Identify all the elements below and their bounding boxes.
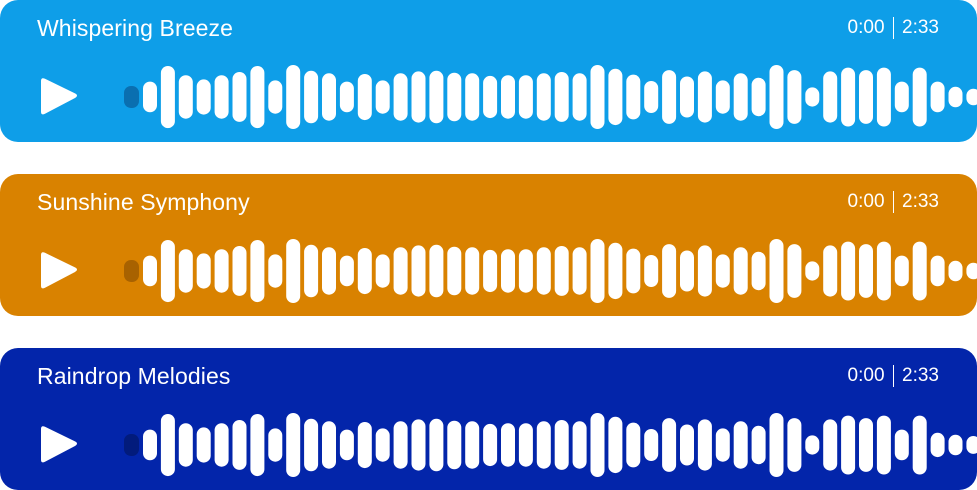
waveform-seek-area[interactable] xyxy=(122,236,937,308)
duration: 2:33 xyxy=(902,191,939,212)
waveform-bar xyxy=(966,436,977,454)
current-time: 0:00 xyxy=(847,191,885,212)
track-title: Sunshine Symphony xyxy=(37,189,250,215)
duration: 2:33 xyxy=(902,365,939,386)
current-time: 0:00 xyxy=(847,17,885,38)
play-button[interactable] xyxy=(36,75,80,119)
waveform-bar xyxy=(949,87,963,108)
time-display xyxy=(848,16,939,40)
time-display xyxy=(848,364,939,388)
audio-player xyxy=(0,174,977,316)
waveform-bar xyxy=(949,261,963,282)
track-title: Whispering Breeze xyxy=(37,15,234,41)
current-time: 0:00 xyxy=(847,365,885,386)
play-button[interactable] xyxy=(36,249,80,293)
time-separator xyxy=(893,191,895,213)
duration: 2:33 xyxy=(902,17,939,38)
time-display xyxy=(848,190,939,214)
play-icon xyxy=(36,423,80,467)
play-icon xyxy=(36,249,80,293)
time-separator xyxy=(893,17,895,39)
track-title: Raindrop Melodies xyxy=(37,363,231,389)
waveform-bar xyxy=(966,89,977,106)
play-button[interactable] xyxy=(36,423,80,467)
waveform-bar xyxy=(966,263,977,280)
audio-player xyxy=(0,348,977,490)
waveform-seek-area[interactable] xyxy=(122,410,937,482)
time-separator xyxy=(893,365,895,387)
audio-player xyxy=(0,0,977,142)
play-icon xyxy=(36,75,80,119)
waveform-seek-area[interactable] xyxy=(122,62,937,134)
waveform-bar xyxy=(949,435,963,456)
